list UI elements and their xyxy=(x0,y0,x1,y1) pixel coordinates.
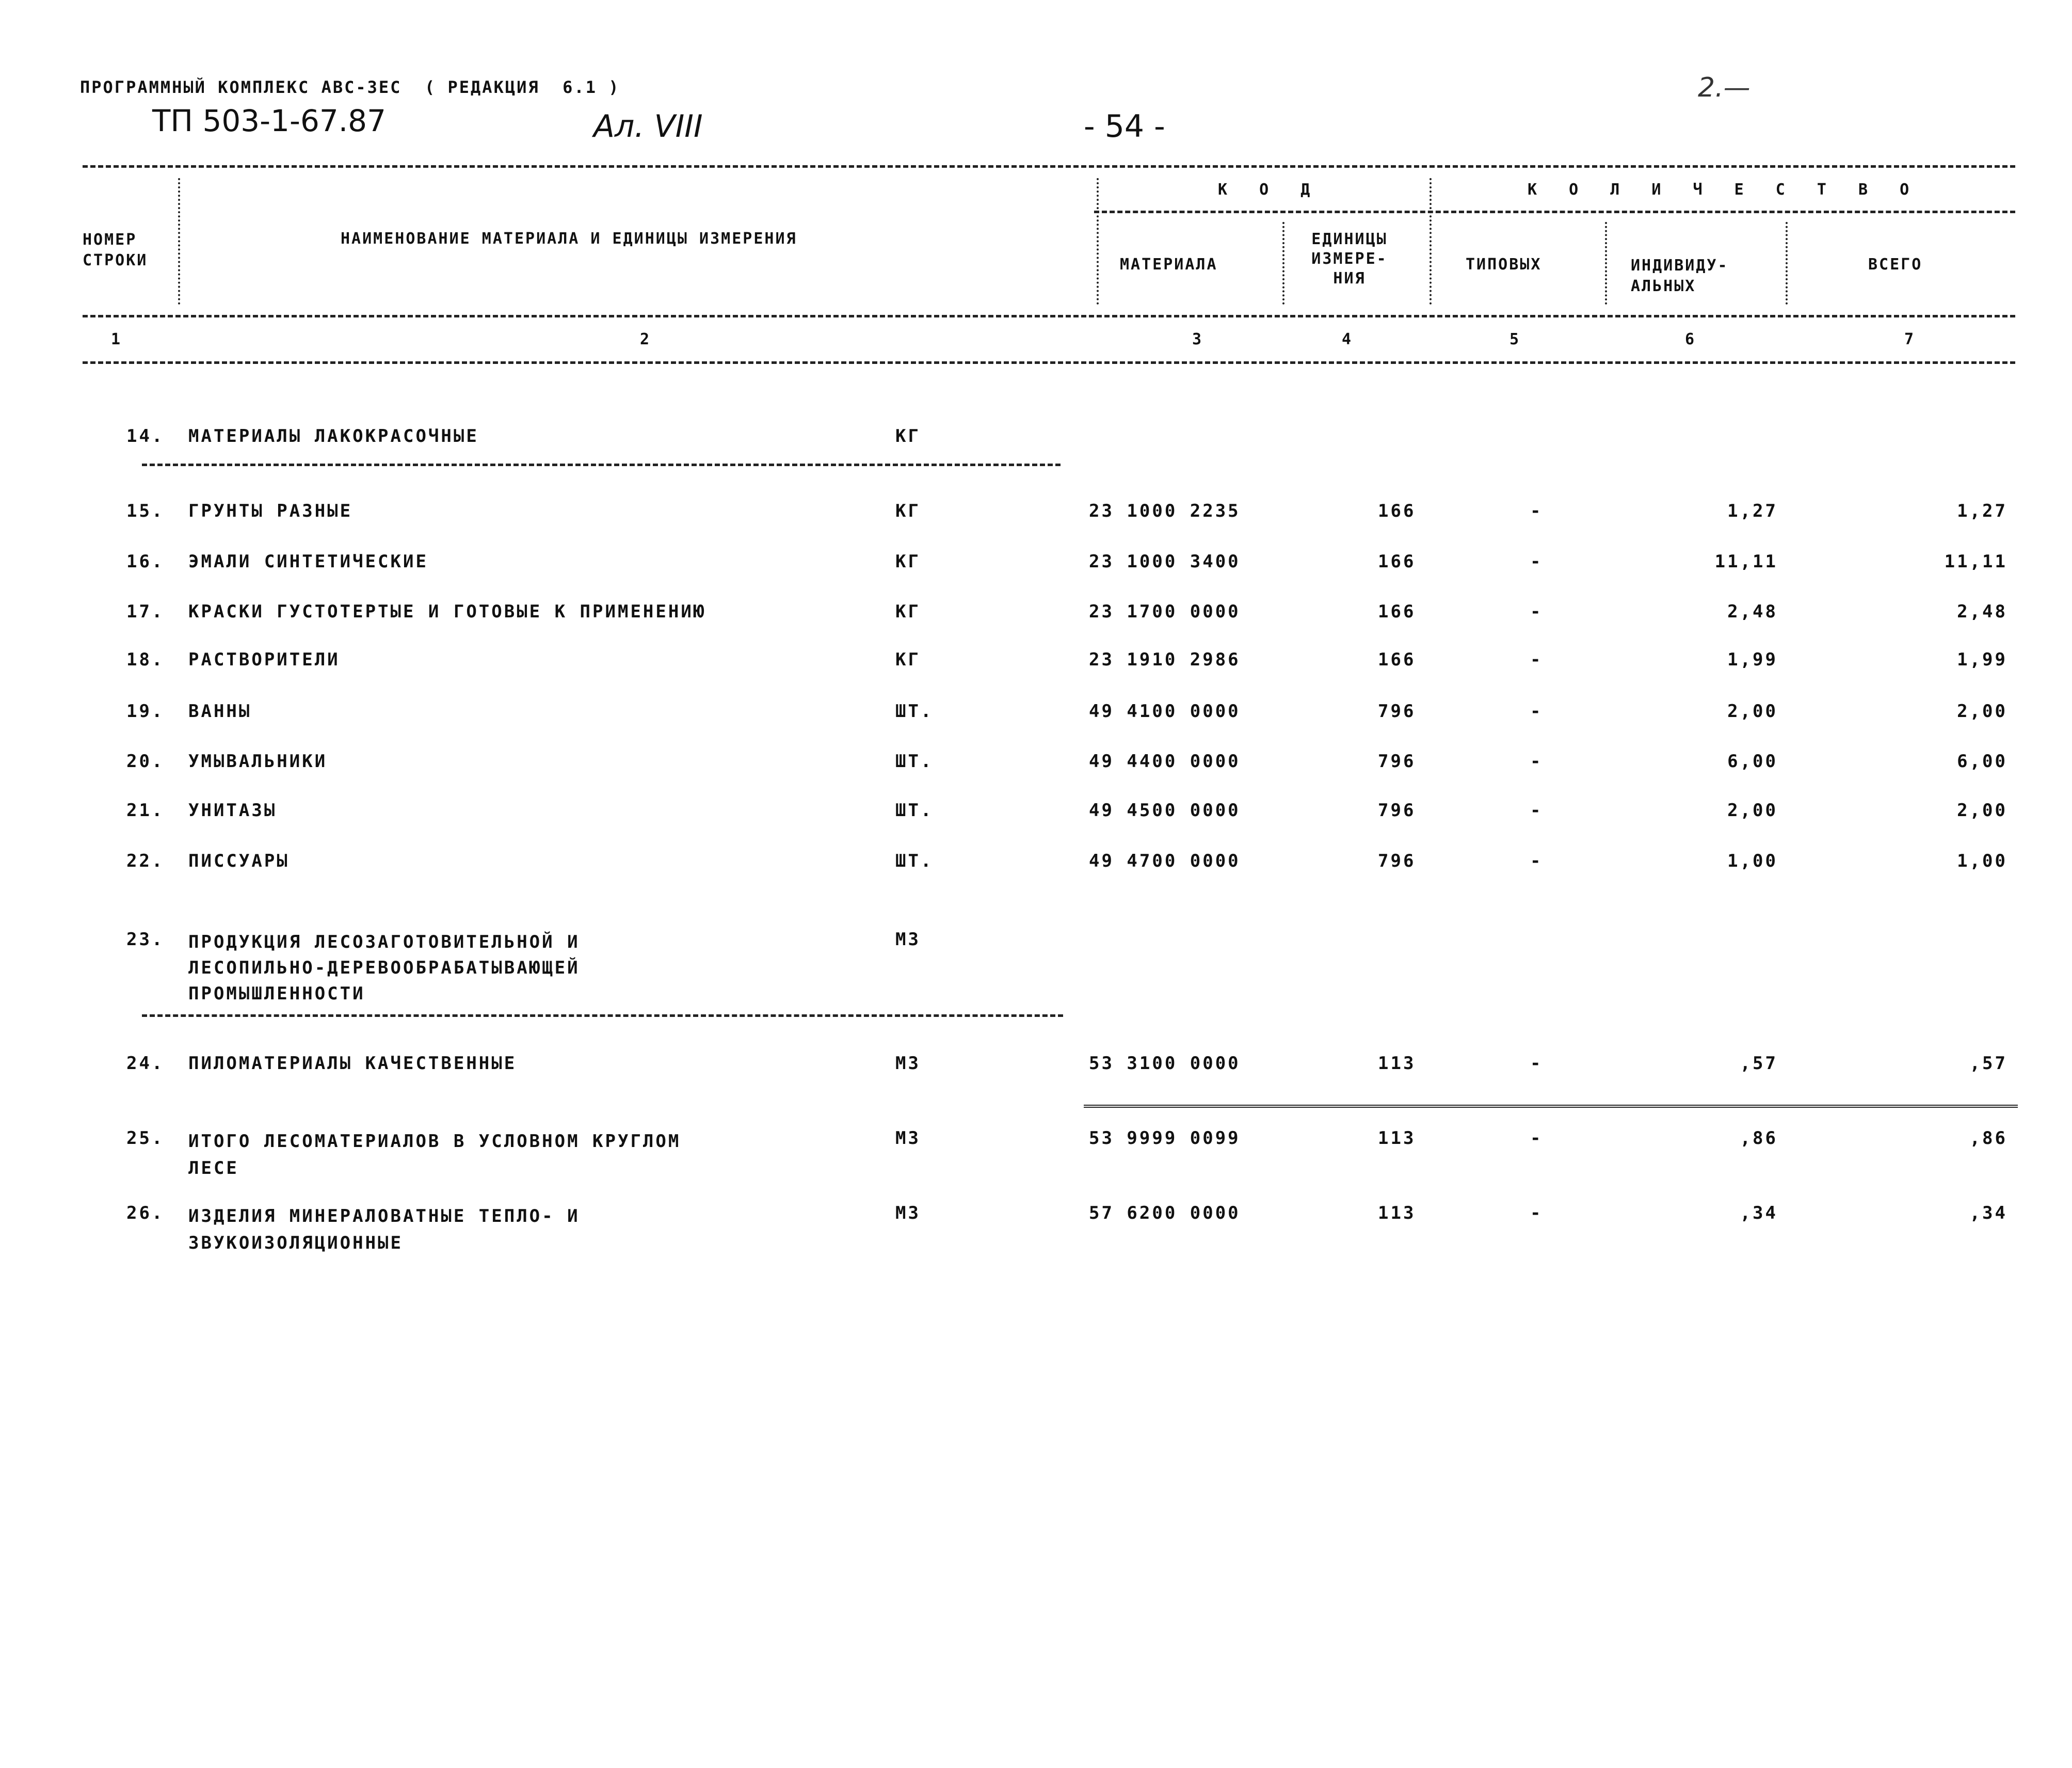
row-21-total: 2,00 xyxy=(1957,800,2007,821)
colnum-2: 2 xyxy=(640,330,651,348)
header-bottom-rule xyxy=(83,361,2015,364)
row-26-total: ,34 xyxy=(1969,1203,2007,1223)
row-16-typ: - xyxy=(1530,551,1543,572)
row-20-num: 20. xyxy=(126,751,165,772)
colnum-6: 6 xyxy=(1685,330,1696,348)
row-26-num: 26. xyxy=(126,1203,165,1223)
row-15-unitcode: 166 xyxy=(1378,501,1416,521)
row-24-num: 24. xyxy=(126,1053,165,1074)
header-mid-rule xyxy=(83,315,2015,317)
row-15-ind: 1,27 xyxy=(1727,501,1778,521)
row-19-code: 49 4100 0000 xyxy=(1089,701,1241,722)
row-17-typ: - xyxy=(1530,601,1543,622)
row-20-typ: - xyxy=(1530,751,1543,772)
row-14-name: МАТЕРИАЛЫ ЛАКОКРАСОЧНЫЕ xyxy=(188,426,479,447)
row-21-typ: - xyxy=(1530,800,1543,821)
row-17-unitcode: 166 xyxy=(1378,601,1416,622)
row-18-num: 18. xyxy=(126,649,165,670)
row-24-unit: М3 xyxy=(895,1053,921,1074)
col-material-header: МАТЕРИАЛА xyxy=(1120,256,1218,274)
row-18-total: 1,99 xyxy=(1957,649,2007,670)
row-18-unit: КГ xyxy=(895,649,921,670)
row-18-typ: - xyxy=(1530,649,1543,670)
row-19-ind: 2,00 xyxy=(1727,701,1778,722)
row-17-name: КРАСКИ ГУСТОТЕРТЫЕ И ГОТОВЫЕ К ПРИМЕНЕНИЮ xyxy=(188,601,706,622)
row-16-code: 23 1000 3400 xyxy=(1089,551,1241,572)
page-number: - 54 - xyxy=(1084,108,1165,145)
col-row-no-header: НОМЕР СТРОКИ xyxy=(83,231,148,269)
col-individual-header: ИНДИВИДУ- АЛЬНЫХ xyxy=(1631,257,1729,295)
colnum-3: 3 xyxy=(1192,330,1203,348)
sep-1 xyxy=(178,178,180,305)
row-24-unitcode: 113 xyxy=(1378,1053,1416,1074)
row-16-num: 16. xyxy=(126,551,165,572)
row-25-total: ,86 xyxy=(1969,1128,2007,1149)
row-16-name: ЭМАЛИ СИНТЕТИЧЕСКИЕ xyxy=(188,551,428,572)
row-19-name: ВАННЫ xyxy=(188,701,252,722)
row-18-name: РАСТВОРИТЕЛИ xyxy=(188,649,340,670)
row-19-typ: - xyxy=(1530,701,1543,722)
row-19-unit: ШТ. xyxy=(895,701,934,722)
row-26-code: 57 6200 0000 xyxy=(1089,1203,1241,1223)
row-15-num: 15. xyxy=(126,501,165,521)
row-16-unit: КГ xyxy=(895,551,921,572)
row-19-num: 19. xyxy=(126,701,165,722)
row-15-name: ГРУНТЫ РАЗНЫЕ xyxy=(188,501,353,521)
row-20-code: 49 4400 0000 xyxy=(1089,751,1241,772)
totals-separator xyxy=(1084,1105,2018,1108)
row-18-code: 23 1910 2986 xyxy=(1089,649,1241,670)
row-16-total: 11,11 xyxy=(1944,551,2007,572)
row-15-code: 23 1000 2235 xyxy=(1089,501,1241,521)
quantity-group-header: К О Л И Ч Е С Т В О xyxy=(1528,181,1921,199)
row-25-num: 25. xyxy=(126,1128,165,1149)
row-24-ind: ,57 xyxy=(1740,1053,1778,1074)
row-22-unit: ШТ. xyxy=(895,851,934,871)
sep-5 xyxy=(1605,222,1607,305)
row-17-total: 2,48 xyxy=(1957,601,2007,622)
row-21-name: УНИТАЗЫ xyxy=(188,800,277,821)
sep-3 xyxy=(1282,222,1284,305)
row-14-underline xyxy=(142,464,1061,466)
row-21-unit: ШТ. xyxy=(895,800,934,821)
group-underline xyxy=(1094,211,2015,213)
col-unit-header: ЕДИНИЦЫ ИЗМЕРЕ- НИЯ xyxy=(1311,230,1388,288)
row-24-code: 53 3100 0000 xyxy=(1089,1053,1241,1074)
colnum-5: 5 xyxy=(1509,330,1521,348)
row-26-ind: ,34 xyxy=(1740,1203,1778,1223)
row-22-typ: - xyxy=(1530,851,1543,871)
row-23-name: ПРОДУКЦИЯ ЛЕСОЗАГОТОВИТЕЛЬНОЙ И ЛЕСОПИЛЬНО-ДЕРЕВООБРАБАТЫВАЮЩЕЙ ПРОМЫШЛЕННОСТИ xyxy=(188,932,580,1004)
sep-6 xyxy=(1786,222,1788,305)
row-14-unit: КГ xyxy=(895,426,921,447)
row-21-num: 21. xyxy=(126,800,165,821)
row-25-ind: ,86 xyxy=(1740,1128,1778,1149)
sep-4 xyxy=(1429,178,1432,305)
row-20-ind: 6,00 xyxy=(1727,751,1778,772)
col-total-header: ВСЕГО xyxy=(1868,256,1923,274)
doc-code: ТП 503-1-67.87 xyxy=(152,103,386,138)
row-17-ind: 2,48 xyxy=(1727,601,1778,622)
col-name-header: НАИМЕНОВАНИЕ МАТЕРИАЛА И ЕДИНИЦЫ ИЗМЕРЕНИЯ xyxy=(341,230,797,248)
row-17-code: 23 1700 0000 xyxy=(1089,601,1241,622)
row-20-total: 6,00 xyxy=(1957,751,2007,772)
row-18-unitcode: 166 xyxy=(1378,649,1416,670)
row-16-unitcode: 166 xyxy=(1378,551,1416,572)
row-24-typ: - xyxy=(1530,1053,1543,1074)
row-15-unit: КГ xyxy=(895,501,921,521)
row-19-unitcode: 796 xyxy=(1378,701,1416,722)
program-line: ПРОГРАММНЫЙ КОМПЛЕКС АВС-ЗЕС ( РЕДАКЦИЯ 6.1 ) xyxy=(80,77,620,97)
row-25-name: ИТОГО ЛЕСОМАТЕРИАЛОВ В УСЛОВНОМ КРУГЛОМ ЛЕСЕ xyxy=(188,1131,681,1178)
sep-2 xyxy=(1097,178,1099,305)
row-25-unitcode: 113 xyxy=(1378,1128,1416,1149)
row-25-code: 53 9999 0099 xyxy=(1089,1128,1241,1149)
row-26-name: ИЗДЕЛИЯ МИНЕРАЛОВАТНЫЕ ТЕПЛО- И ЗВУКОИЗОЛЯЦИОННЫЕ xyxy=(188,1206,580,1253)
row-22-unitcode: 796 xyxy=(1378,851,1416,871)
row-15-total: 1,27 xyxy=(1957,501,2007,521)
row-23-num: 23. xyxy=(126,929,165,950)
row-18-ind: 1,99 xyxy=(1727,649,1778,670)
colnum-4: 4 xyxy=(1342,330,1353,348)
row-23-underline xyxy=(142,1014,1063,1017)
sheet-label: Ал. VIII xyxy=(593,108,703,145)
row-23-unit: М3 xyxy=(895,929,921,950)
row-21-unitcode: 796 xyxy=(1378,800,1416,821)
row-17-num: 17. xyxy=(126,601,165,622)
row-22-name: ПИССУАРЫ xyxy=(188,851,290,871)
row-20-unitcode: 796 xyxy=(1378,751,1416,772)
row-25-typ: - xyxy=(1530,1128,1543,1149)
row-25-unit: М3 xyxy=(895,1128,921,1149)
row-24-total: ,57 xyxy=(1969,1053,2007,1074)
colnum-7: 7 xyxy=(1904,330,1916,348)
row-15-typ: - xyxy=(1530,501,1543,521)
row-22-num: 22. xyxy=(126,851,165,871)
row-22-total: 1,00 xyxy=(1957,851,2007,871)
header-top-rule xyxy=(83,165,2015,168)
row-21-ind: 2,00 xyxy=(1727,800,1778,821)
row-17-unit: КГ xyxy=(895,601,921,622)
row-24-name: ПИЛОМАТЕРИАЛЫ КАЧЕСТВЕННЫЕ xyxy=(188,1053,517,1074)
row-14-num: 14. xyxy=(126,426,165,447)
row-16-ind: 11,11 xyxy=(1714,551,1778,572)
row-26-unitcode: 113 xyxy=(1378,1203,1416,1223)
row-22-ind: 1,00 xyxy=(1727,851,1778,871)
row-26-unit: М3 xyxy=(895,1203,921,1223)
row-26-typ: - xyxy=(1530,1203,1543,1223)
code-group-header: К О Д xyxy=(1218,181,1322,199)
row-21-code: 49 4500 0000 xyxy=(1089,800,1241,821)
row-22-code: 49 4700 0000 xyxy=(1089,851,1241,871)
row-19-total: 2,00 xyxy=(1957,701,2007,722)
row-20-name: УМЫВАЛЬНИКИ xyxy=(188,751,328,772)
signature: 2.— xyxy=(1698,72,1750,103)
col-typical-header: ТИПОВЫХ xyxy=(1466,256,1542,274)
colnum-1: 1 xyxy=(111,330,122,348)
row-20-unit: ШТ. xyxy=(895,751,934,772)
